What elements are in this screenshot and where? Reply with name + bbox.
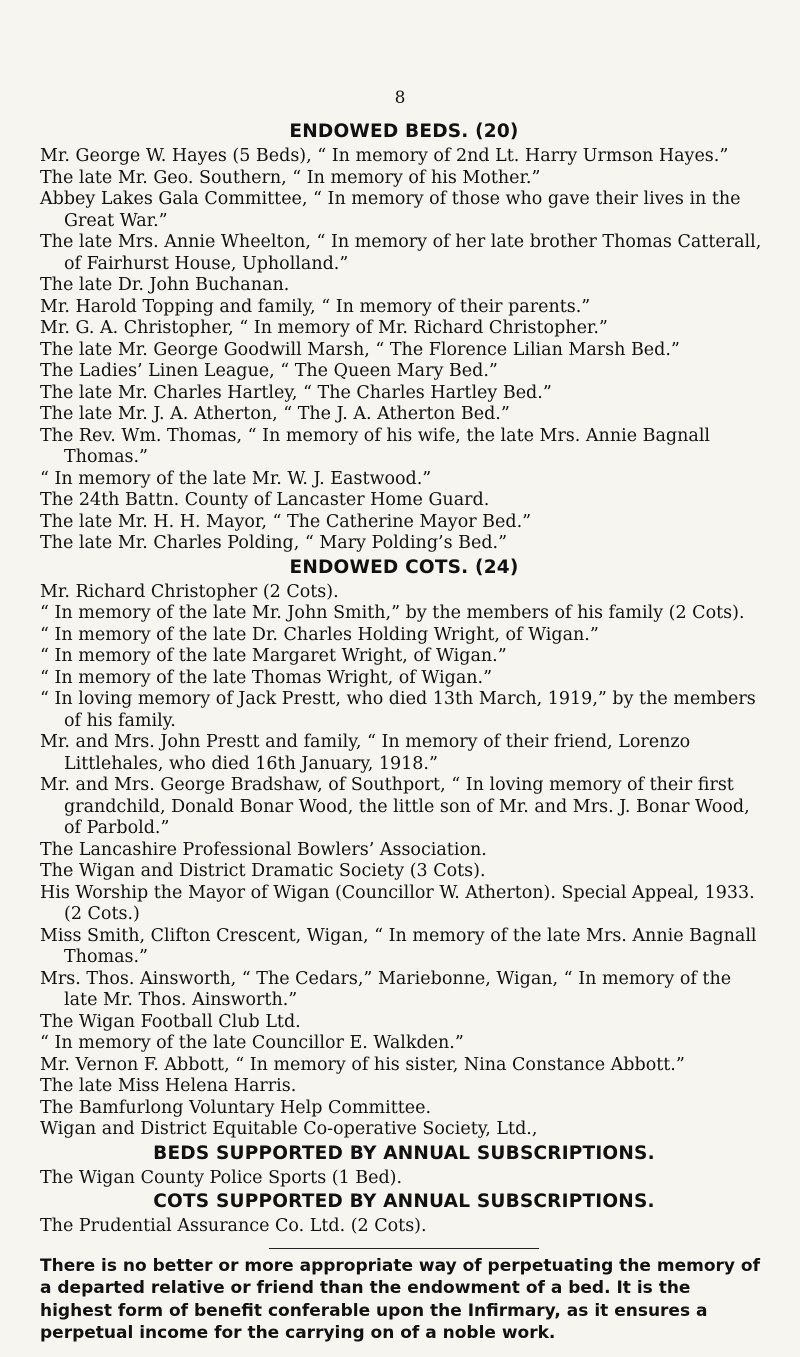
list-item: The Wigan and District Dramatic Society (3 Cots).	[40, 861, 486, 881]
list-item: The 24th Battn. County of Lancaster Home Guard.	[40, 490, 490, 510]
list-item: The late Mr. H. H. Mayor, “ The Catherine Mayor Bed.”	[40, 511, 532, 532]
list-item: The Wigan Football Club Ltd.	[40, 1011, 301, 1032]
list-item: Miss Smith, Clifton Crescent, Wigan, “ In memory of the late Mrs. Annie Bagnall Thomas.”	[40, 925, 757, 967]
entry-list	[40, 1216, 768, 1238]
entry-list	[40, 1168, 768, 1190]
section-heading: COTS SUPPORTED BY ANNUAL SUBSCRIPTIONS.	[153, 1191, 655, 1212]
list-item: “ In memory of the late Mr. John Smith,” by the members of his family (2 Cots).	[40, 603, 745, 623]
list-item: Mr. and Mrs. George Bradshaw, of Southport, “ In loving memory of their first grandchild, Donald Bonar Wood, the little son of Mr. and Mrs. J. Bonar Wood, of Parbold.”	[40, 775, 750, 838]
entry-list	[40, 582, 768, 1141]
list-item: Mr. Harold Topping and family, “ In memory of their parents.”	[40, 296, 591, 317]
section-heading: BEDS SUPPORTED BY ANNUAL SUBSCRIPTIONS.	[153, 1142, 655, 1164]
section-endowed-cots	[40, 557, 768, 1141]
list-item: The late Mr. J. A. Atherton, “ The J. A. Atherton Bed.”	[40, 404, 510, 424]
list-item: Mr. Vernon F. Abbott, “ In memory of his sister, Nina Constance Abbott.”	[40, 1054, 685, 1075]
section-endowed-beds	[40, 121, 768, 555]
list-item: The late Mr. Charles Hartley, “ The Charles Hartley Bed.”	[40, 382, 552, 403]
entry-list	[40, 146, 768, 555]
list-item: The late Mrs. Annie Wheelton, “ In memory of her late brother Thomas Catterall, of Fairhurst House, Upholland.”	[40, 232, 762, 274]
section-cots-annual-subscriptions	[40, 1191, 768, 1238]
list-item: Abbey Lakes Gala Committee, “ In memory of those who gave their lives in the Great War.”	[40, 189, 741, 231]
list-item: The Wigan County Police Sports (1 Bed).	[40, 1167, 403, 1188]
list-item: The Rev. Wm. Thomas, “ In memory of his wife, the late Mrs. Annie Bagnall Thomas.”	[40, 425, 711, 467]
page-number: 8	[394, 88, 406, 108]
list-item: The late Mr. Charles Polding, “ Mary Polding’s Bed.”	[40, 533, 508, 553]
page-content	[40, 121, 768, 1345]
list-item: The late Mr. George Goodwill Marsh, “ The Florence Lilian Marsh Bed.”	[40, 339, 680, 360]
section-heading: ENDOWED COTS. (24)	[289, 556, 519, 578]
list-item: Mr. G. A. Christopher, “ In memory of Mr. Richard Christopher.”	[40, 318, 608, 338]
list-item: The Bamfurlong Voluntary Help Committee.	[40, 1097, 432, 1118]
list-item: The late Miss Helena Harris.	[40, 1076, 297, 1096]
list-item: Mr. Richard Christopher (2 Cots).	[40, 581, 339, 602]
list-item: Mr. and Mrs. John Prestt and family, “ In memory of their friend, Lorenzo Littlehales, who died 16th January, 1918.”	[40, 732, 691, 774]
list-item: Mrs. Thos. Ainsworth, “ The Cedars,” Mariebonne, Wigan, “ In memory of the late Mr. Thos. Ainsworth.”	[40, 968, 732, 1010]
list-item: The Prudential Assurance Co. Ltd. (2 Cots).	[40, 1216, 427, 1236]
list-item: “ In memory of the late Councillor E. Walkden.”	[40, 1033, 464, 1053]
list-item: His Worship the Mayor of Wigan (Councillor W. Atherton). Special Appeal, 1933. (2 Cots.)	[40, 882, 755, 924]
list-item: “ In memory of the late Margaret Wright, of Wigan.”	[40, 646, 507, 666]
section-heading: ENDOWED BEDS. (20)	[289, 121, 519, 142]
list-item: Mr. George W. Hayes (5 Beds), “ In memory of 2nd Lt. Harry Urmson Hayes.”	[40, 146, 729, 166]
divider-rule	[269, 1248, 539, 1249]
list-item: The late Dr. John Buchanan.	[40, 275, 290, 295]
footer-note: There is no better or more appropriate way of perpetuating the memory of a departed relative or friend than the endowment of a bed. It is the highest form of benefit conferable upon the Infirmary, as it ensures a perpetual income for the carrying on of a noble work.	[40, 1255, 760, 1343]
list-item: “ In loving memory of Jack Prestt, who died 13th March, 1919,” by the members of his family.	[40, 689, 756, 731]
list-item: “ In memory of the late Thomas Wright, of Wigan.”	[40, 667, 493, 688]
list-item: Wigan and District Equitable Co-operative Society, Ltd.,	[40, 1119, 538, 1139]
list-item: The late Mr. Geo. Southern, “ In memory of his Mother.”	[40, 167, 541, 188]
list-item: “ In memory of the late Dr. Charles Holding Wright, of Wigan.”	[40, 624, 599, 645]
list-item: The Ladies’ Linen League, “ The Queen Mary Bed.”	[40, 361, 498, 381]
list-item: The Lancashire Professional Bowlers’ Association.	[40, 839, 487, 860]
list-item: “ In memory of the late Mr. W. J. Eastwood.”	[40, 468, 432, 489]
section-beds-annual-subscriptions	[40, 1143, 768, 1190]
